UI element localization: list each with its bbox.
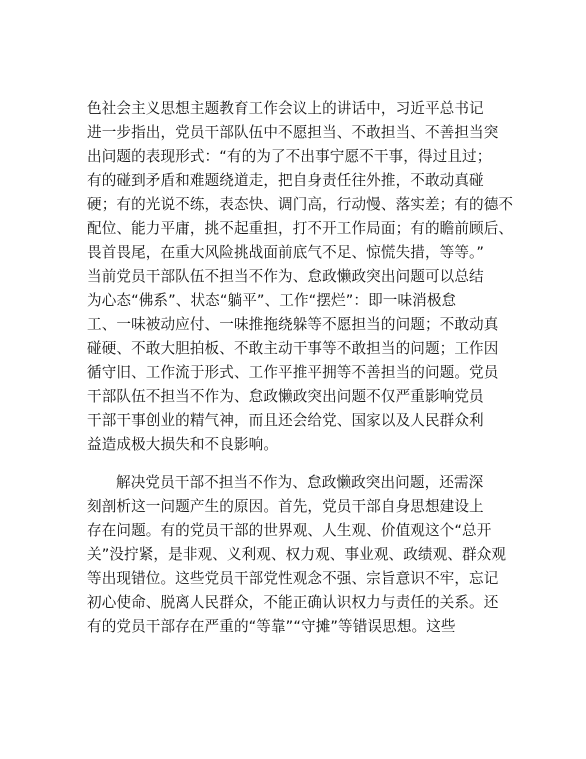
paragraph-line: 存在问题。有的党员干部的世界观、人生观、价值观这个“总开 [87,522,492,539]
paragraph-line: 碰硬、不敢大胆拍板、不敢主动干事等不敢担当的问题；工作因 [87,340,499,357]
paragraph-line: 关”没拧紧，是非观、义利观、权力观、事业观、政绩观、群众观 [87,546,507,563]
paragraph-2 [87,471,507,639]
paragraph-line: 干部队伍不担当不作为、怠政懒政突出问题不仅严重影响党员 [87,388,484,405]
paragraph-line: 干部干事创业的精气神，而且还会给党、国家以及人民群众利 [87,412,484,429]
paragraph-line: 初心使命、脱离人民群众，不能正确认识权力与责任的关系。还 [87,594,499,611]
paragraph-line: 等出现错位。这些党员干部党性观念不强、宗旨意识不牢，忘记 [87,570,499,587]
paragraph-line: 刻剖析这一问题产生的原因。首先，党员干部自身思想建设上 [87,498,484,515]
paragraph-1 [87,97,514,457]
paragraph-line: 色社会主义思想主题教育工作会议上的讲话中，习近平总书记 [87,100,484,117]
paragraph-line: 为心态“佛系”、状态“躺平”、工作“摆烂”：即一味消极怠 [87,292,457,309]
paragraph-line: 出问题的表现形式：“有的为了不出事宁愿不干事，得过且过； [87,148,492,165]
paragraph-line: 畏首畏尾，在重大风险挑战面前底气不足、惊慌失措，等等。” [87,244,485,261]
paragraph-line: 循守旧、工作流于形式、工作平推平拥等不善担当的问题。党员 [87,364,499,381]
paragraph-line: 当前党员干部队伍不担当不作为、怠政懒政突出问题可以总结 [87,268,484,285]
paragraph-line: 配位、能力平庸，挑不起重担，打不开工作局面；有的瞻前顾后、 [87,220,514,237]
paragraph-line: 工、一味被动应付、一味推拖绕躲等不愿担当的问题；不敢动真 [87,316,499,333]
paragraph-line: 进一步指出，党员干部队伍中不愿担当、不敢担当、不善担当突 [87,124,499,141]
paragraph-line: 益造成极大损失和不良影响。 [87,436,279,453]
paragraph-line: 有的党员干部存在严重的“等靠”“守摊”等错误思想。这些 [87,618,456,635]
paragraph-line: 硬；有的光说不练，表态快、调门高，行动慢、落实差；有的德不 [87,196,514,213]
paragraph-line: 有的碰到矛盾和难题绕道走，把自身责任往外推，不敢动真碰 [87,172,484,189]
paragraph-line: 解决党员干部不担当不作为、怠政懒政突出问题，还需深 [116,474,484,491]
paragraph-spacer [87,457,499,471]
document-page [87,97,514,639]
